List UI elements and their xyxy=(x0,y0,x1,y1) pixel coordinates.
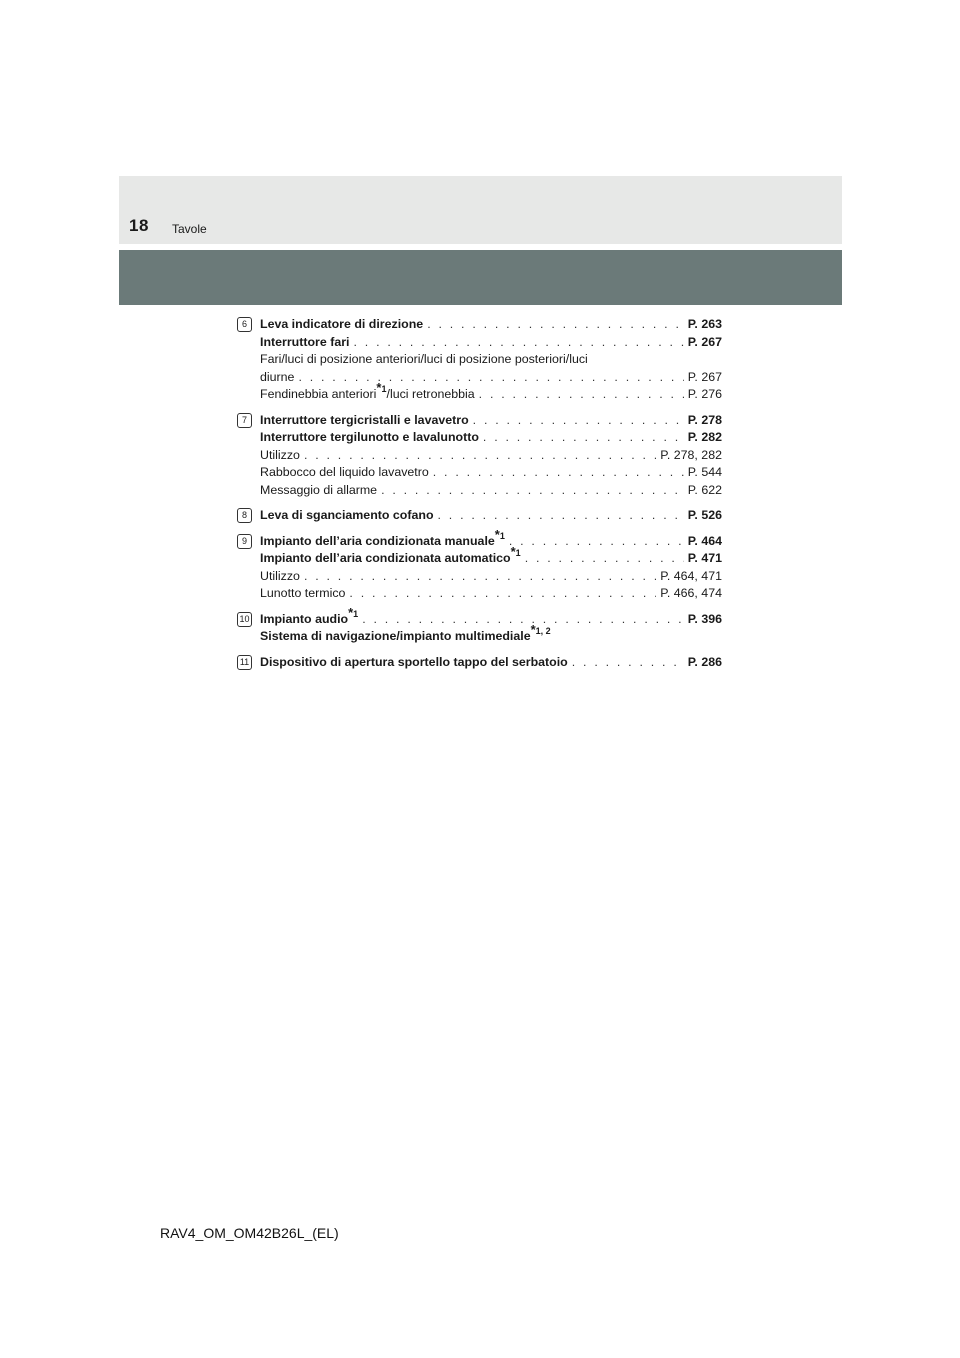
index-entry xyxy=(260,526,722,551)
item-number-badge: 11 xyxy=(237,655,252,670)
entry-label-group xyxy=(260,585,345,603)
dot-leader xyxy=(304,447,656,465)
document-code: RAV4_OM_OM42B26L_(EL) xyxy=(160,1225,339,1241)
page-reference: P. 466, 474 xyxy=(660,586,722,600)
dot-leader xyxy=(381,482,684,500)
index-entry xyxy=(260,568,722,586)
index-entry xyxy=(260,334,722,352)
page-reference: P. 526 xyxy=(687,508,722,522)
entry-label: Lunotto termico xyxy=(260,586,346,600)
entry-label: Interruttore tergicristalli e lavavetro xyxy=(260,412,469,427)
index-list xyxy=(237,316,722,679)
index-entry-text xyxy=(260,622,722,646)
entry-label-group xyxy=(260,429,479,447)
dot-leader xyxy=(479,386,684,404)
index-entry xyxy=(260,464,722,482)
entry-label-group xyxy=(260,464,429,482)
entry-label-group xyxy=(260,412,469,430)
entry-label: Dispositivo di apertura sportello tappo del serbatoio xyxy=(260,654,568,669)
page-reference: P. 263 xyxy=(687,317,722,331)
index-entry-text xyxy=(260,351,722,369)
entry-label: Impianto dell’aria condizionata automatico xyxy=(260,551,511,565)
page-reference: P. 278, 282 xyxy=(660,447,722,462)
footnote-marker xyxy=(494,526,505,542)
entry-label-group xyxy=(260,482,377,500)
dot-leader xyxy=(473,412,684,430)
entry-label: Rabbocco del liquido lavavetro xyxy=(260,465,429,479)
entry-label: Impianto audio xyxy=(260,611,349,626)
page-reference: P. 276 xyxy=(687,387,722,401)
item-number-badge: 7 xyxy=(237,413,252,428)
header-bar xyxy=(119,176,842,244)
entry-label-group xyxy=(260,380,475,404)
entry-label: Leva indicatore di direzione xyxy=(260,317,424,331)
header-band xyxy=(119,250,842,305)
asterisk-icon: * xyxy=(494,526,500,542)
footnote-number: 1 xyxy=(381,384,387,394)
entry-label-group xyxy=(260,604,359,629)
index-group xyxy=(237,654,722,672)
entry-label-group xyxy=(260,507,434,525)
index-entry xyxy=(260,585,722,603)
index-entry xyxy=(260,369,722,387)
entry-label-suffix: /luci retronebbia xyxy=(386,387,475,401)
section-title: Tavole xyxy=(172,222,207,236)
index-group xyxy=(237,507,722,525)
asterisk-icon: * xyxy=(530,622,536,637)
page-reference: P. 464, 471 xyxy=(660,568,722,583)
page-reference: P. 267 xyxy=(687,334,722,349)
page-number: 18 xyxy=(129,216,149,235)
item-number-badge: 9 xyxy=(237,534,252,549)
footnote-marker xyxy=(530,622,551,637)
item-number-badge: 6 xyxy=(237,317,252,332)
entry-label: Fendinebbia anteriori xyxy=(260,387,377,401)
page-reference: P. 267 xyxy=(687,369,722,384)
entry-label: Fari/luci di posizione anteriori/luci di posizione posteriori/luci xyxy=(260,352,588,366)
dot-leader xyxy=(427,316,684,334)
footnote-marker xyxy=(376,380,387,395)
entry-label: Messaggio di allarme xyxy=(260,482,378,497)
entry-label: Impianto dell’aria condizionata manuale xyxy=(260,533,495,548)
dot-leader xyxy=(354,334,684,352)
entry-label: Utilizzo xyxy=(260,447,300,462)
item-number-badge: 10 xyxy=(237,612,252,627)
entry-label: Interruttore tergilunotto e lavalunotto xyxy=(260,430,479,444)
index-entry xyxy=(260,604,722,629)
dot-leader xyxy=(362,611,684,629)
footnote-marker xyxy=(348,604,359,620)
index-entry xyxy=(260,482,722,500)
index-entry xyxy=(260,507,722,525)
entry-label-group xyxy=(260,447,300,465)
index-entry xyxy=(260,544,722,568)
index-entry xyxy=(260,380,722,404)
dot-leader xyxy=(572,654,684,672)
index-entry xyxy=(260,447,722,465)
page-reference: P. 471 xyxy=(687,551,722,565)
page-reference: P. 622 xyxy=(687,482,722,497)
page-reference: P. 544 xyxy=(687,465,722,479)
entry-label-group xyxy=(260,654,568,672)
entry-label-group xyxy=(260,526,505,551)
entry-label-group xyxy=(260,316,423,334)
asterisk-icon: * xyxy=(376,380,382,395)
dot-leader xyxy=(349,585,656,603)
entry-label-group xyxy=(260,544,521,568)
footnote-marker xyxy=(510,544,521,559)
dot-leader xyxy=(298,369,683,387)
footnote-number: 1 xyxy=(499,530,505,541)
entry-label-group xyxy=(260,334,350,352)
page-reference: P. 464 xyxy=(687,533,722,548)
item-number-badge: 8 xyxy=(237,508,252,523)
footnote-number: 1 xyxy=(353,608,359,619)
footnote-number: 1, 2 xyxy=(535,626,551,636)
index-group xyxy=(237,316,722,404)
dot-leader xyxy=(483,429,684,447)
dot-leader xyxy=(525,550,684,568)
footnote-number: 1 xyxy=(515,548,521,558)
entry-label: diurne xyxy=(260,369,295,384)
index-entry xyxy=(260,316,722,334)
asterisk-icon: * xyxy=(510,544,516,559)
entry-label: Utilizzo xyxy=(260,568,300,583)
index-entry xyxy=(260,412,722,430)
page-reference: P. 282 xyxy=(687,430,722,444)
index-group xyxy=(237,604,722,646)
dot-leader xyxy=(304,568,656,586)
dot-leader xyxy=(438,507,684,525)
entry-label: Leva di sganciamento cofano xyxy=(260,508,434,522)
dot-leader xyxy=(433,464,684,482)
entry-label-group xyxy=(260,369,294,387)
asterisk-icon: * xyxy=(348,604,354,620)
entry-label: Sistema di navigazione/impianto multimediale xyxy=(260,629,531,643)
entry-label-group xyxy=(260,568,300,586)
index-group xyxy=(237,526,722,603)
index-group xyxy=(237,412,722,500)
dot-leader xyxy=(509,533,684,551)
index-entry xyxy=(260,429,722,447)
index-entry xyxy=(260,654,722,672)
page-reference: P. 278 xyxy=(687,412,722,427)
page-reference: P. 396 xyxy=(687,611,722,626)
entry-label: Interruttore fari xyxy=(260,334,350,349)
page-reference: P. 286 xyxy=(687,654,722,669)
